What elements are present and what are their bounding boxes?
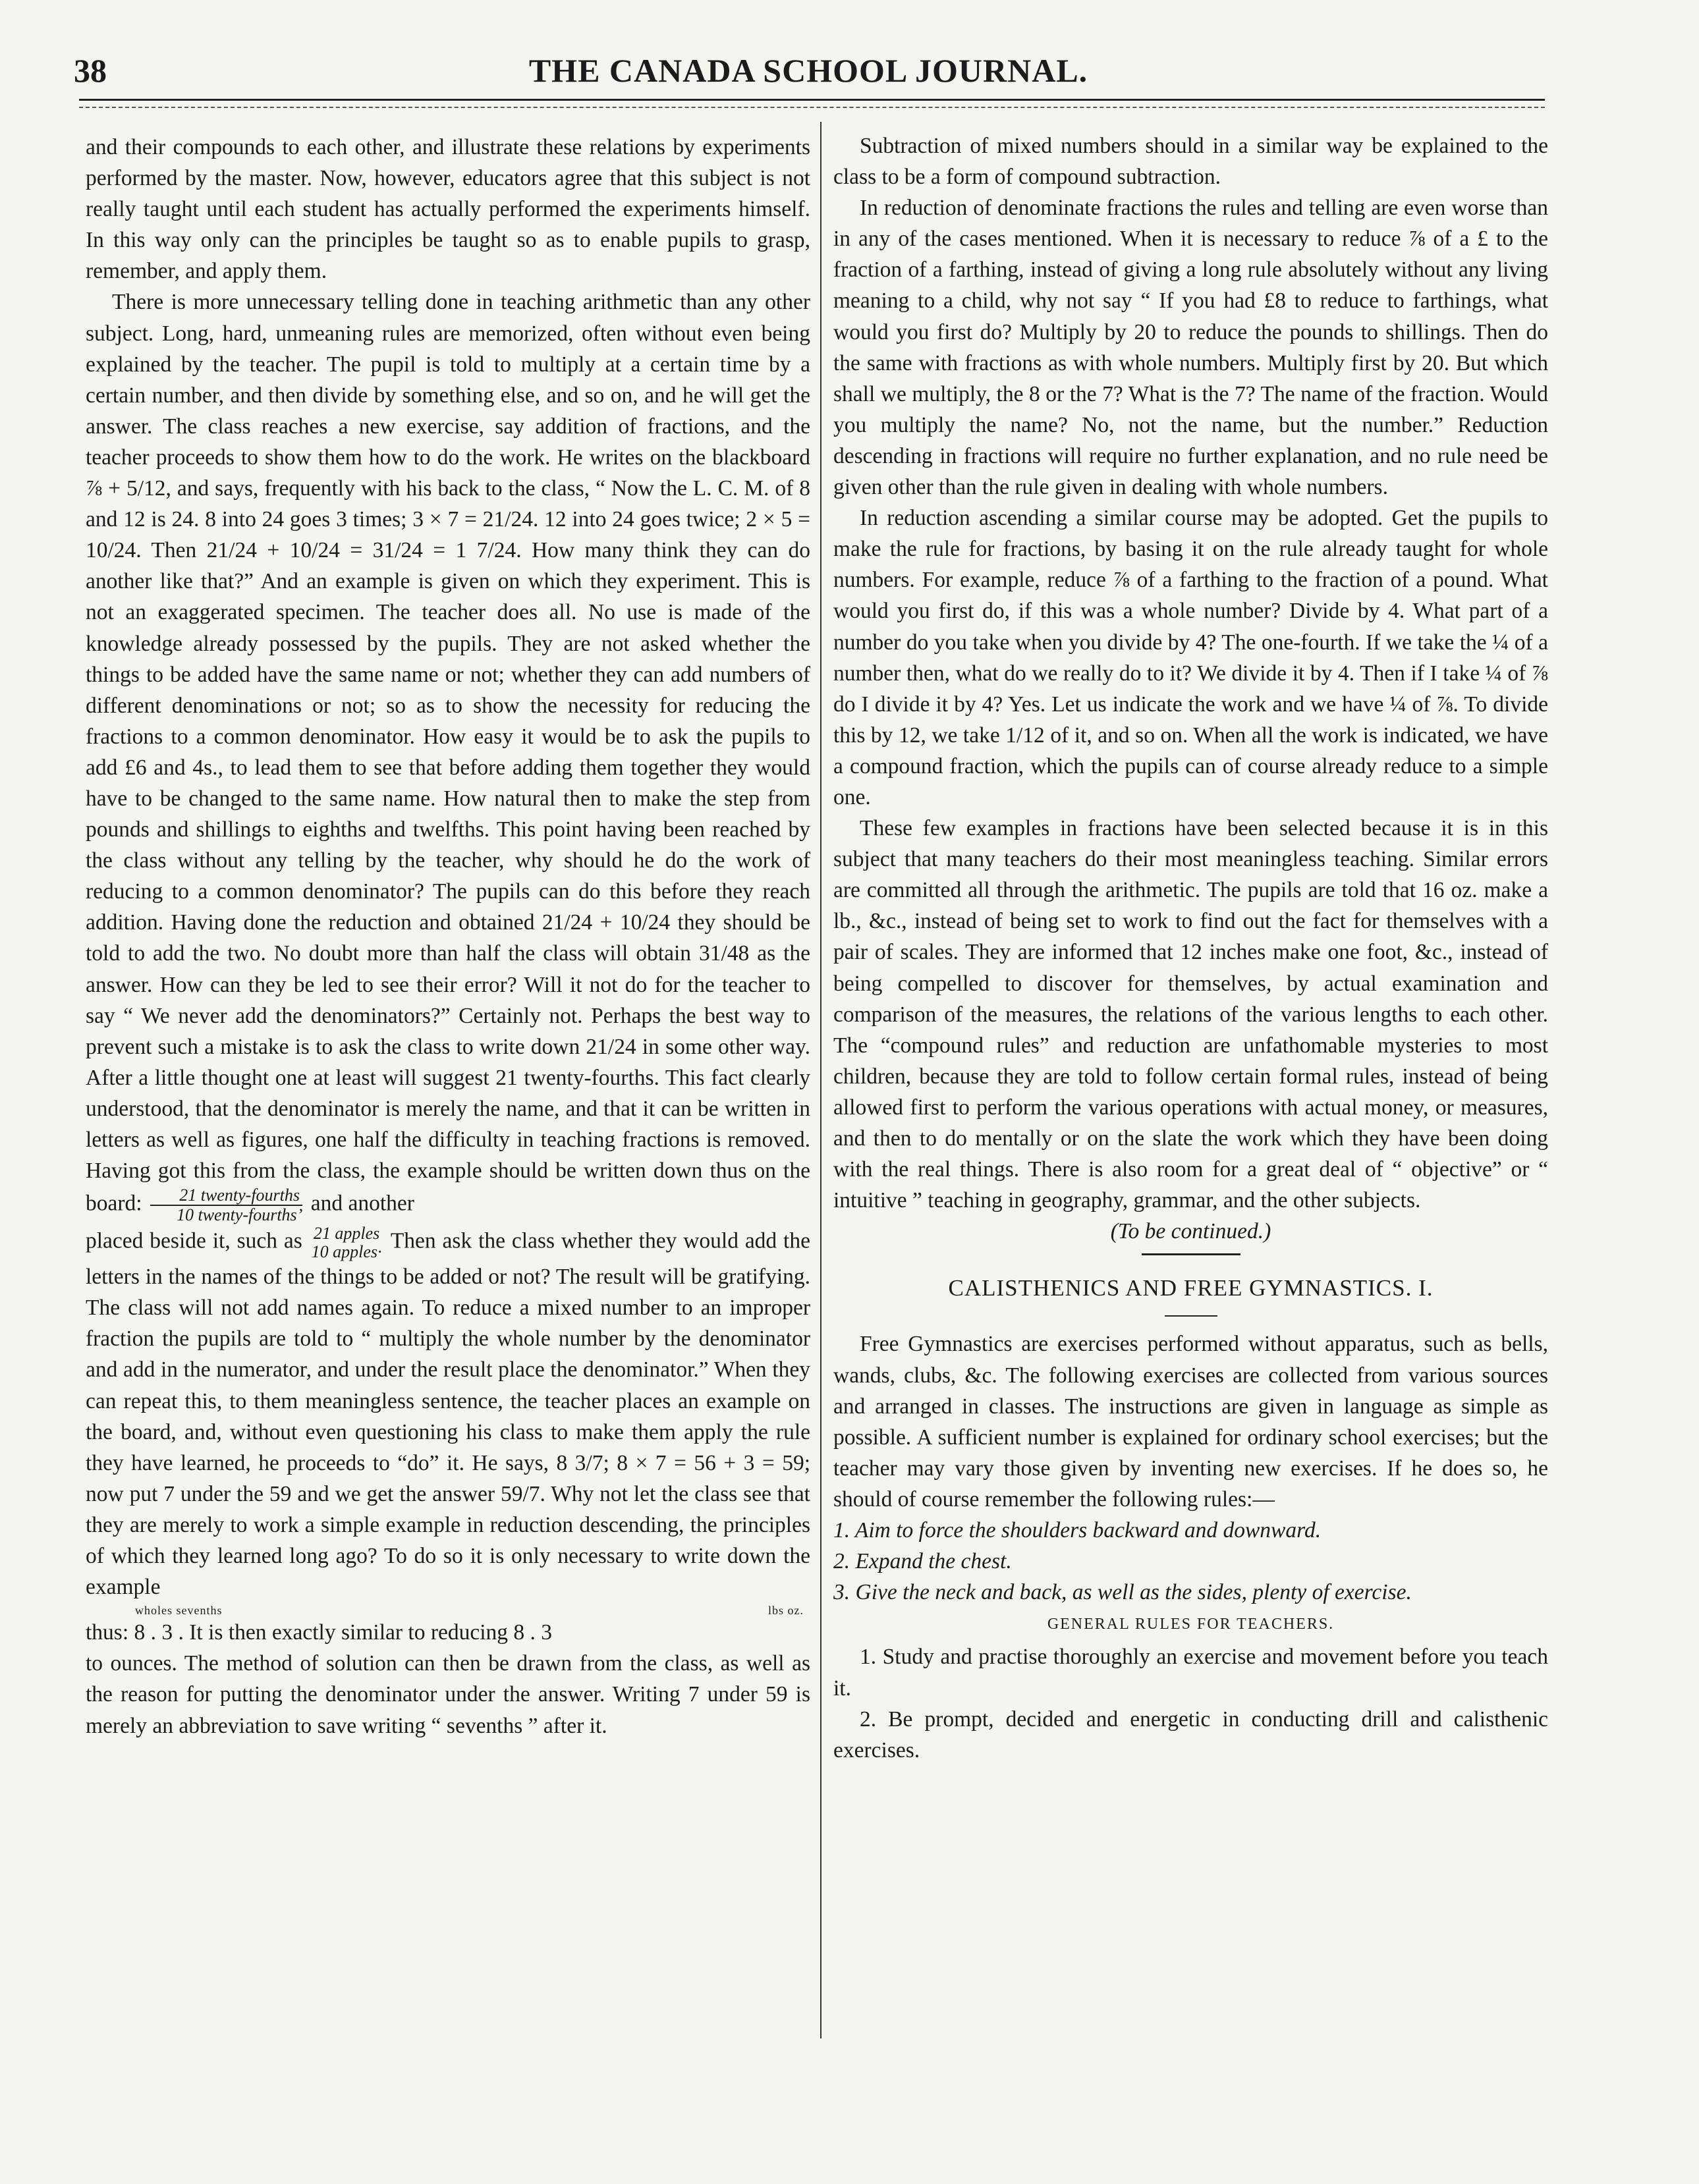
header-rule [79, 99, 1545, 101]
paragraph: Free Gymnastics are exercises performed without apparatus, such as bells, wands, clubs, &c. The following exercises are collected from various sources and arranged in classes. The instructions are given in language as simple as possible. A sufficient number is explained for ordinary school exercises; but the teacher may vary those given by inventing new exercises. If he does so, he should of course remember the following rules:— [833, 1332, 1548, 1512]
paragraph: These few examples in fractions have been selected because it is in this subject that many teachers do their most meaningless teaching. Similar errors are committed all through the arithmetic. The pupils are told that 16 oz. make a lb., &c., instead of being set to work to find out the fact for themselves with a pair of scales. They are informed that 12 inches make one foot, &c., instead of being compelled to discover for themselves, by actual examination and comparison of the measures, the relations of the various lengths to each other. The “compound rules” and reduction are unfathomable mysteries to most children, because they are told to follow certain formal rules, instead of being allowed first to perform the various operations with actual money, or measures, and then to do mentally or on the slate the work which they have been doing with the real things. There is also room for a great deal of “ objective” or “ intuitive ” teaching in geography, grammar, and the other subjects. [833, 816, 1548, 1213]
paragraph: and their compounds to each other, and illustrate these relations by experiments performed by the master. Now, however, educators agree that this subject is not really taught until each student has actually performed the experiments himself. In this way only can the principles be taught so as to enable pupils to grasp, remember, and apply them. [86, 135, 810, 284]
journal-title: THE CANADA SCHOOL JOURNAL. [528, 52, 1088, 89]
page-number: 38 [74, 52, 107, 89]
paragraph: to ounces. The method of solution can then be drawn from the class, as well as the reason for putting the denominator under the answer. Writing 7 under 59 is merely an abbreviation to save writing “ sevenths ” after it. [86, 1651, 810, 1738]
labels-right: lbs oz. [768, 1604, 804, 1618]
paragraph-text: There is more unnecessary telling done in teaching arithmetic than any other subject. Long, hard, unmeaning rules are memorized, often without even being explained by the teacher. The pupil is told to multiply at a certain time by a certain number, and then divide by something else, and so on, and he will get the answer. The class reaches a new exercise, say addition of fractions, and the teacher proceeds to show them how to do the work. He writes on the blackboard ⅞ + 5/12, and says, frequently with his back to the class, “ Now the L. C. M. of 8 and 12 is 24. 8 into 24 goes 3 times; 3 × 7 = 21/24. 12 into 24 goes twice; 2 × 5 = 10/24. Then 21/24 + 10/24 = 31/24 = 1 7/24. How many think they can do another like that?” And an example is given on which they experiment. This is not an exaggerated specimen. The teacher does all. No use is made of the knowledge already possessed by the pupils. They are not asked whether the things to be added have the same name or not; whether they can add numbers of different denominations or not; so as to show the necessity for reducing the fractions to a common denominator. How easy it would be to ask the pupils to add £6 and 4s., to lead them to see that before adding them together they would have to be changed to the same name. How natural then to make the step from pounds and shillings to eighths and twelfths. This point having been reached by the class without any telling by the teacher, why should he do the work of reducing to a common denominator? The pupils can do this before they reach addition. Having done the reduction and obtained 21/24 + 10/24 they should be told to add the two. No doubt more than half the class will obtain 31/48 as the answer. How can they be led to see their error? Will it not do for the teacher to say “ We never add the denominators?” Certainly not. Perhaps the best way to prevent such a mistake is to ask the class to write down 21/24 in some other way. After a little thought one at least will suggest 21 twenty-fourths. This fact clearly understood, that the denominator is merely the name, and that it can be written in letters as well as figures, one half the difficulty in teaching fractions is removed. Having got this from the class, the example should be written down thus on the board: [86, 290, 810, 1216]
rule-item: 1. Aim to force the shoulders backward and downward. [833, 1518, 1322, 1543]
paragraph-apples [86, 1224, 810, 1602]
header-rule-dashed [79, 107, 1545, 108]
paragraph: 2. Be prompt, decided and energetic in conducting drill and calisthenic exercises. [833, 1706, 1548, 1762]
board-fraction [150, 1186, 302, 1224]
thus-line: thus: 8 . 3 . It is then exactly similar to reducing 8 . 3 [86, 1620, 553, 1645]
sub-heading: GENERAL RULES FOR TEACHERS. [1047, 1616, 1335, 1633]
rule-item: 2. Expand the chest. [833, 1549, 1012, 1574]
paragraph: Subtraction of mixed numbers should in a similar way be explained to the class to be a form of compound subtraction. [833, 134, 1548, 190]
rule-item: 3. Give the neck and back, as well as the sides, plenty of exercise. [833, 1580, 1412, 1605]
page-header [74, 51, 1543, 91]
apples-fraction [312, 1224, 382, 1261]
labels-left: wholes sevenths [135, 1604, 223, 1618]
section-title: CALISTHENICS AND FREE GYMNASTICS. I. [948, 1275, 1434, 1301]
section-rule-small [1165, 1315, 1217, 1317]
right-column [833, 130, 1548, 1766]
apples-pre-text: placed beside it, such as [86, 1228, 302, 1253]
apples-numerator: 21 apples [313, 1224, 380, 1243]
section-rule [1142, 1253, 1240, 1255]
board-numerator: 21 twenty-fourths [150, 1186, 302, 1206]
apples-denominator: 10 apples· [311, 1242, 382, 1262]
board-denominator: 10 twenty-fourths’ [176, 1205, 303, 1225]
example-labels [86, 1604, 810, 1617]
to-be-continued: (To be continued.) [1110, 1219, 1271, 1244]
paragraph: 1. Study and practise thoroughly an exercise and movement before you teach it. [833, 1645, 1548, 1701]
left-column [86, 132, 810, 1741]
paragraph: In reduction ascending a similar course may be adopted. Get the pupils to make the rule for fractions, by basing it on the rule already taught for whole numbers. For example, reduce ⅞ of a farthing to the fraction of a pound. What would you first do, if this was a whole number? Divide by 4. What part of a number do you take when you divide by 4? The one-fourth. If we take the ¼ of a number then, what do we really do to it? We divide it by 4. Then if I take ¼ of ⅞ do I divide it by 4? Yes. Let us indicate the work and we have ¼ of ⅞. To divide this by 12, we take 1/12 of it, and so on. When all the work is indicated, we have a compound fraction, which the pupils can of course already reduce to a simple one. [833, 506, 1548, 809]
apples-post-text: Then ask the class whether they would add the letters in the names of the things to be added or not? The result will be gratifying. The class will not add names again. To reduce a mixed number to an improper fraction the pupils are told to “ multiply the whole number by the denominator and add in the numerator, and under the result place the denominator.” When they can repeat this, to them meaningless sentence, the teacher places an example on the board, and, without even questioning his class to make them apply the rule they have learned, he proceeds to “do” it. He says, 8 3/7; 8 × 7 = 56 + 3 = 59; now put 7 under the 59 and we get the answer 59/7. Why not let the class see that they are merely to work a simple example in reduction descending, the principles of which they learned long ago? To do so it is only necessary to write down the example [86, 1228, 810, 1600]
board-after-text: and another [310, 1191, 414, 1216]
paragraph-telling [86, 287, 810, 1224]
paragraph: In reduction of denominate fractions the rules and telling are even worse than in any of the cases mentioned. When it is necessary to reduce ⅞ of a £ to the fraction of a farthing, instead of giving a long rule absolutely without any living meaning to a child, why not say “ If you had £8 to reduce to farthings, what would you first do? Multiply by 20 to reduce the pounds to shillings. Then do the same with fractions as with whole numbers. Multiply first by 20. But which shall we multiply, the 8 or the 7? What is the 7? The name of the fraction. Would you multiply the name? No, not the name, but the number.” Reduction descending in fractions will require no further explanation, and no rule need be given other than the rule given in dealing with whole numbers. [833, 196, 1548, 500]
column-divider [820, 122, 822, 2038]
